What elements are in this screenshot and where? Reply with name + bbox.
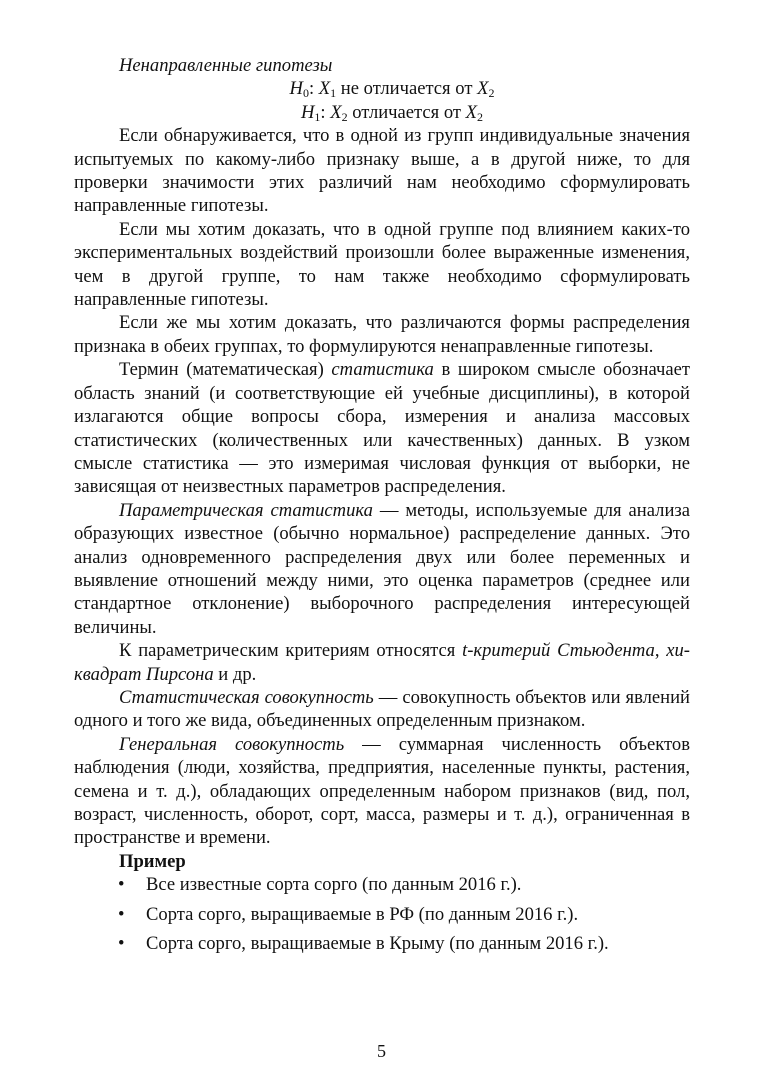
variable-b: X — [477, 78, 489, 100]
paragraph-text: К параметрическим критериям относятся — [119, 640, 463, 662]
variable-b-subscript: 2 — [488, 86, 495, 101]
example-heading: Пример — [119, 850, 186, 872]
paragraph-statistics-definition — [74, 358, 690, 498]
hypothesis-subscript: 0 — [302, 86, 309, 101]
page-number: 5 — [377, 1041, 386, 1061]
term-emphasis: Статистическая совокупность — [119, 686, 374, 708]
list-item — [74, 903, 690, 926]
hypothesis-symbol: H — [289, 78, 303, 100]
hypothesis-subscript: 1 — [314, 109, 321, 124]
paragraph-3: Если же мы хотим доказать, что различаются формы распределения признака в обеих группах, то формулируются ненаправленные гипотезы. — [74, 312, 690, 357]
hypothesis-h1: $H_1$: $X_2$ отличается от $X_2$ — [300, 101, 484, 124]
list-item-text: Сорта сорго, выращиваемые в Крыму (по данным 2016 г.). — [146, 933, 609, 955]
paragraph-parametric-statistics — [74, 499, 690, 639]
section-heading: Ненаправленные гипотезы — [119, 55, 333, 76]
paragraph-text: Термин (математическая) — [119, 359, 332, 381]
paragraph-text: — методы, используемые для анализа образующих известное (обычно нормальное) распределение данных. Это анализ одновременного распределения двух или более переменных и выявление отношений между ними, это оценка параметров (среднее или стандартное отклонение) выборочного распределения интересующей величины. — [74, 499, 691, 638]
paragraph-general-population — [74, 733, 690, 850]
term-emphasis: хи-квадрат Пирсона — [74, 640, 690, 685]
paragraph-1: Если обнаруживается, что в одной из групп индивидуальные значения испытуемых по какому-либо признаку выше, а в другой ниже, то для проверки значимости этих различий нам необходимо сформулировать направленные гипотезы. — [74, 125, 690, 217]
bullet-icon: • — [118, 874, 125, 896]
paragraph-text: — совокупность объектов или явлений одного и того же вида, объединенных определенным признаком. — [74, 686, 690, 732]
page-body — [74, 54, 690, 961]
term-emphasis: t-критерий Стьюдента — [462, 640, 655, 662]
term-emphasis: Генеральная совокупность — [119, 733, 345, 755]
hypothesis-symbol: H — [300, 101, 315, 123]
hypothesis-relation: отличается от — [347, 101, 466, 123]
variable-b-subscript: 2 — [477, 109, 484, 124]
paragraph-statistical-population — [74, 686, 690, 733]
variable-b: X — [465, 101, 478, 123]
paragraph-2: Если мы хотим доказать, что в одной группе под влиянием каких-то экспериментальных воздействий произошли более выраженные изменения, чем в другой группе, то нам также необходимо сформулировать направленные гипотезы. — [74, 218, 690, 311]
paragraph-text: , — [654, 640, 667, 662]
paragraph-text: и др. — [213, 663, 257, 685]
list-item — [74, 932, 690, 955]
variable-a: X — [318, 78, 331, 100]
list-item — [74, 873, 690, 896]
list-item-text: Все известные сорта сорго (по данным 2016 г.). — [146, 874, 522, 896]
hypothesis-relation: не отличается от — [336, 78, 478, 100]
variable-a-subscript: 2 — [341, 109, 348, 124]
paragraph-text: — суммарная численность объектов наблюдения (люди, хозяйства, предприятия, населенные пункты, растения, семена и т. д.), обладающих определенным набором признаков (вид, пол, возраст, численность, оборот, сорт, масса, размеры и т. д.), ограниченная в пространстве и времени. — [74, 733, 690, 849]
variable-a: X — [330, 101, 342, 123]
paragraph-parametric-criteria — [74, 639, 690, 686]
paragraph-text: в широком смысле обозначает область знаний (и соответствующие ей учебные дисциплины), в которой излагаются общие вопросы сбора, измерения и анализа массовых статистических (количественных или качественных) данных. В узком смысле статистика — это измеримая числовая функция от выборки, не зависящая от неизвестных параметров распределения. — [74, 359, 690, 498]
term-emphasis: статистика — [331, 359, 434, 381]
hypothesis-h0: $H_0$: $X_1$ не отличается от $X_2$ — [289, 78, 495, 101]
term-emphasis: Параметрическая статистика — [119, 499, 373, 521]
bullet-icon: • — [118, 903, 125, 925]
variable-a-subscript: 1 — [330, 86, 337, 101]
list-item-text: Сорта сорго, выращиваемые в РФ (по данным 2016 г.). — [146, 903, 579, 925]
example-list — [74, 873, 690, 955]
bullet-icon: • — [118, 933, 125, 955]
